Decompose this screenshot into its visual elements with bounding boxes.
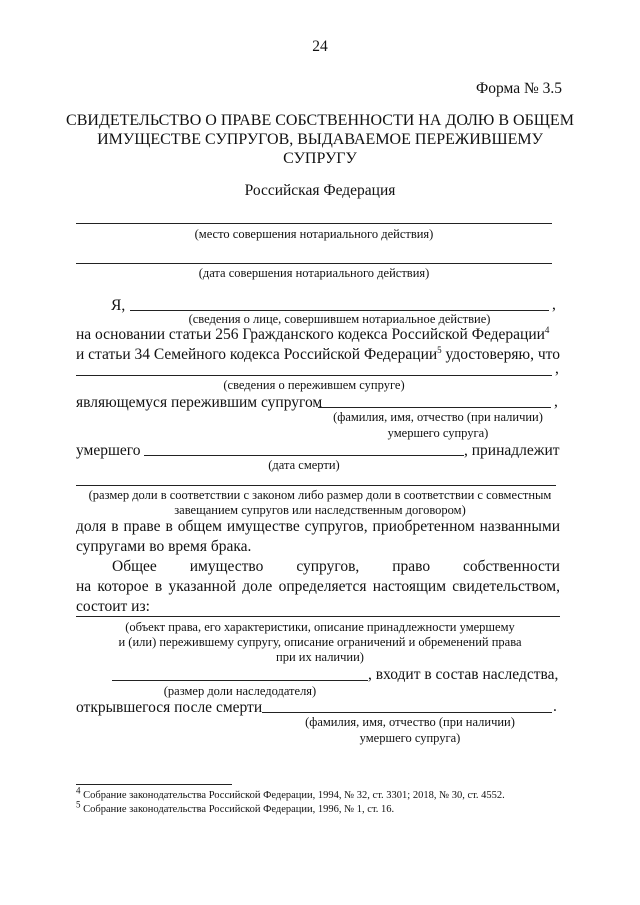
object-caption-2: и (или) пережившему супругу, описание ограничений и обременений права (118, 635, 522, 649)
deceased-label: умершего (76, 442, 141, 459)
basis-text: на основании статьи 256 Гражданского кодекса Российской Федерации (76, 326, 545, 343)
date-caption: (дата совершения нотариального действия) (198, 266, 430, 280)
title-line: СВИДЕТЕЛЬСТВО О ПРАВЕ СОБСТВЕННОСТИ НА ДОЛЮ В ОБЩЕМ (66, 112, 574, 129)
document-title (40, 111, 600, 168)
share-line (76, 485, 556, 486)
final-name-caption-2: умершего супруга) (359, 731, 461, 745)
footnote-text: Собрание законодательства Российской Федерации, 1994, № 32, ст. 3301; 2018, № 30, ст. 4552. (83, 790, 505, 801)
country: Российская Федерация (244, 182, 396, 199)
property-word: супругов, (296, 558, 360, 575)
deceased-name-line (318, 407, 551, 408)
notary-caption: (сведения о лице, совершившем нотариальное действие) (188, 312, 491, 326)
title-line: СУПРУГУ (283, 150, 357, 167)
property-word: имущество (189, 558, 264, 575)
final-name-line (262, 712, 552, 713)
share-text-1: доля в праве в общем имуществе супругов, приобретенном названными (76, 518, 560, 535)
deceased-name-caption-1: (фамилия, имя, отчество (при наличии) (333, 410, 543, 424)
final-name-caption-1: (фамилия, имя, отчество (при наличии) (305, 715, 515, 729)
surviving-line (76, 375, 552, 376)
footnote-ref-4: 4 (544, 324, 550, 335)
surviving-caption: (сведения о пережившем супруге) (223, 378, 405, 392)
inheritance-label: , входит в состав наследства, (368, 666, 559, 683)
basis-text-end: удостоверяю, что (441, 346, 560, 363)
basis-line-2 (76, 346, 560, 364)
ya-label: Я, (111, 297, 126, 314)
footnote-ref-5: 5 (437, 344, 442, 355)
surviving-label: являющемуся пережившим супругом (76, 394, 323, 411)
comma: , (554, 393, 558, 410)
basis-line-1 (76, 326, 549, 344)
object-caption-1: (объект права, его характеристики, описание принадлежности умершему (125, 620, 515, 634)
belongs-label: , принадлежит (464, 442, 560, 459)
footnote-5 (76, 799, 395, 815)
footnote-number: 5 (76, 799, 81, 810)
property-line-2: на которое в указанной доле определяется настоящим свидетельством, (76, 578, 560, 595)
basis-text: и статьи 34 Семейного кодекса Российской Федерации (76, 346, 438, 363)
testator-share-line (112, 680, 368, 681)
death-date-line (144, 455, 464, 456)
share-caption-2: завещанием супругов или наследственным договором) (174, 503, 466, 517)
place-line (76, 223, 552, 224)
deceased-name-caption-2: умершего супруга) (387, 426, 489, 440)
period: . (553, 698, 557, 715)
object-caption-3: при их наличии) (276, 650, 364, 664)
footnote-4 (76, 785, 505, 801)
footnote-number: 4 (76, 785, 81, 796)
share-caption-1: (размер доли в соответствии с законом либо размер доли в соответствии с совместным (88, 488, 552, 502)
share-text-2: супругами во время брака. (76, 538, 252, 555)
title-line: ИМУЩЕСТВЕ СУПРУГОВ, ВЫДАВАЕМОЕ ПЕРЕЖИВШЕМУ (97, 131, 543, 148)
footnote-separator (76, 784, 232, 785)
place-caption: (место совершения нотариального действия) (194, 227, 434, 241)
property-word: собственности (463, 558, 560, 575)
property-line-3: состоит из: (76, 598, 150, 615)
comma: , (555, 360, 559, 377)
property-line-1 (112, 558, 560, 576)
object-line (76, 616, 560, 617)
testator-share-caption: (размер доли наследодателя) (163, 684, 317, 698)
opened-label: открывшегося после смерти (76, 699, 263, 716)
form-label: Форма № 3.5 (475, 80, 562, 97)
comma: , (552, 296, 556, 313)
page-number: 24 (312, 38, 328, 55)
date-line (76, 263, 552, 264)
notary-line (130, 310, 549, 311)
property-word: Общее (112, 558, 157, 575)
property-word: право (392, 558, 431, 575)
footnote-text: Собрание законодательства Российской Федерации, 1996, № 1, ст. 16. (83, 804, 395, 815)
death-date-caption: (дата смерти) (268, 458, 340, 472)
